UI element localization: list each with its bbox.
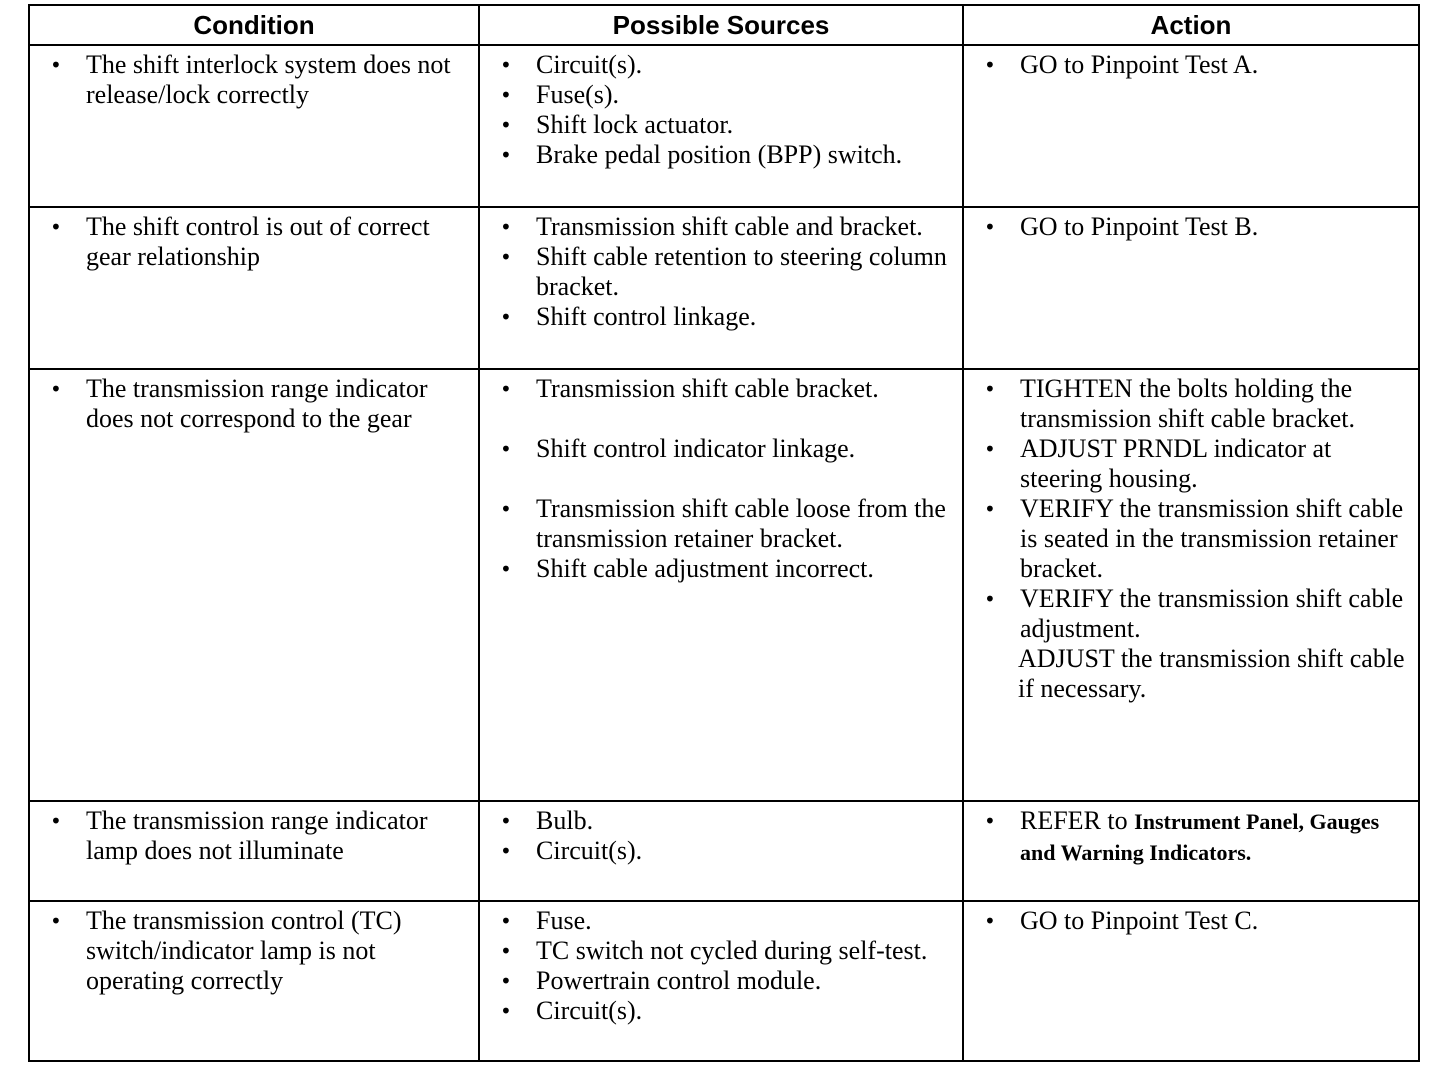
action-item: • VERIFY the transmission shift cable is seated in the transmission retainer bracket. xyxy=(972,494,1410,584)
header-row xyxy=(29,5,1419,45)
action-item: • GO to Pinpoint Test A. xyxy=(972,50,1410,80)
sources-cell xyxy=(479,801,963,901)
condition-header: Condition xyxy=(29,5,479,45)
action-prefix: REFER to xyxy=(1020,806,1128,835)
source-item: • Shift lock actuator. xyxy=(488,110,954,140)
action-item: • TIGHTEN the bolts holding the transmission shift cable bracket. xyxy=(972,374,1410,434)
action-item: • GO to Pinpoint Test B. xyxy=(972,212,1410,242)
source-item: • Transmission shift cable bracket. xyxy=(488,374,954,404)
condition-cell xyxy=(29,901,479,1061)
table-row xyxy=(29,901,1419,1061)
condition-cell xyxy=(29,207,479,369)
table-row xyxy=(29,369,1419,801)
source-item: • Shift control indicator linkage. xyxy=(488,434,954,464)
source-item: • Shift cable retention to steering column bracket. xyxy=(488,242,954,302)
table-row xyxy=(29,801,1419,901)
action-note: ADJUST the transmission shift cable if necessary. xyxy=(1018,644,1405,703)
symptom-chart-table xyxy=(28,4,1420,1062)
action-cell xyxy=(963,45,1419,207)
condition-cell xyxy=(29,801,479,901)
possible-sources-header: Possible Sources xyxy=(479,5,963,45)
action-item: • VERIFY the transmission shift cable adjustment. xyxy=(972,584,1410,644)
action-item: • GO to Pinpoint Test C. xyxy=(972,906,1410,936)
source-item: • Circuit(s). xyxy=(488,996,954,1026)
source-item: • Shift cable adjustment incorrect. xyxy=(488,554,954,584)
condition-text: • The shift control is out of correct gear relationship xyxy=(38,212,470,272)
sources-cell xyxy=(479,207,963,369)
source-item: • Transmission shift cable loose from the transmission retainer bracket. xyxy=(488,494,954,554)
sources-cell xyxy=(479,901,963,1061)
action-cell xyxy=(963,801,1419,901)
source-item: • Brake pedal position (BPP) switch. xyxy=(488,140,954,170)
action-item xyxy=(972,806,1410,868)
action-header: Action xyxy=(963,5,1419,45)
sources-cell xyxy=(479,369,963,801)
condition-cell xyxy=(29,369,479,801)
condition-text: • The transmission range indicator lamp does not illuminate xyxy=(38,806,470,866)
source-item: • Fuse(s). xyxy=(488,80,954,110)
sources-cell xyxy=(479,45,963,207)
source-item: • Circuit(s). xyxy=(488,836,954,866)
source-item: • Circuit(s). xyxy=(488,50,954,80)
section-reference: Instrument Panel, Gauges and Warning Indicators. xyxy=(1020,809,1380,865)
action-cell xyxy=(963,207,1419,369)
condition-text: • The transmission range indicator does not correspond to the gear xyxy=(38,374,470,434)
source-item: • Shift control linkage. xyxy=(488,302,954,332)
table-row xyxy=(29,45,1419,207)
source-item: • TC switch not cycled during self-test. xyxy=(488,936,954,966)
source-item: • Fuse. xyxy=(488,906,954,936)
source-item: • Powertrain control module. xyxy=(488,966,954,996)
action-cell xyxy=(963,901,1419,1061)
condition-text: • The transmission control (TC) switch/indicator lamp is not operating correctly xyxy=(38,906,470,996)
condition-text: • The shift interlock system does not release/lock correctly xyxy=(38,50,470,110)
source-item: • Transmission shift cable and bracket. xyxy=(488,212,954,242)
condition-cell xyxy=(29,45,479,207)
action-cell xyxy=(963,369,1419,801)
action-item: • ADJUST PRNDL indicator at steering housing. xyxy=(972,434,1410,494)
table-row xyxy=(29,207,1419,369)
diagnosis-table-page xyxy=(28,4,1418,1062)
source-item: • Bulb. xyxy=(488,806,954,836)
